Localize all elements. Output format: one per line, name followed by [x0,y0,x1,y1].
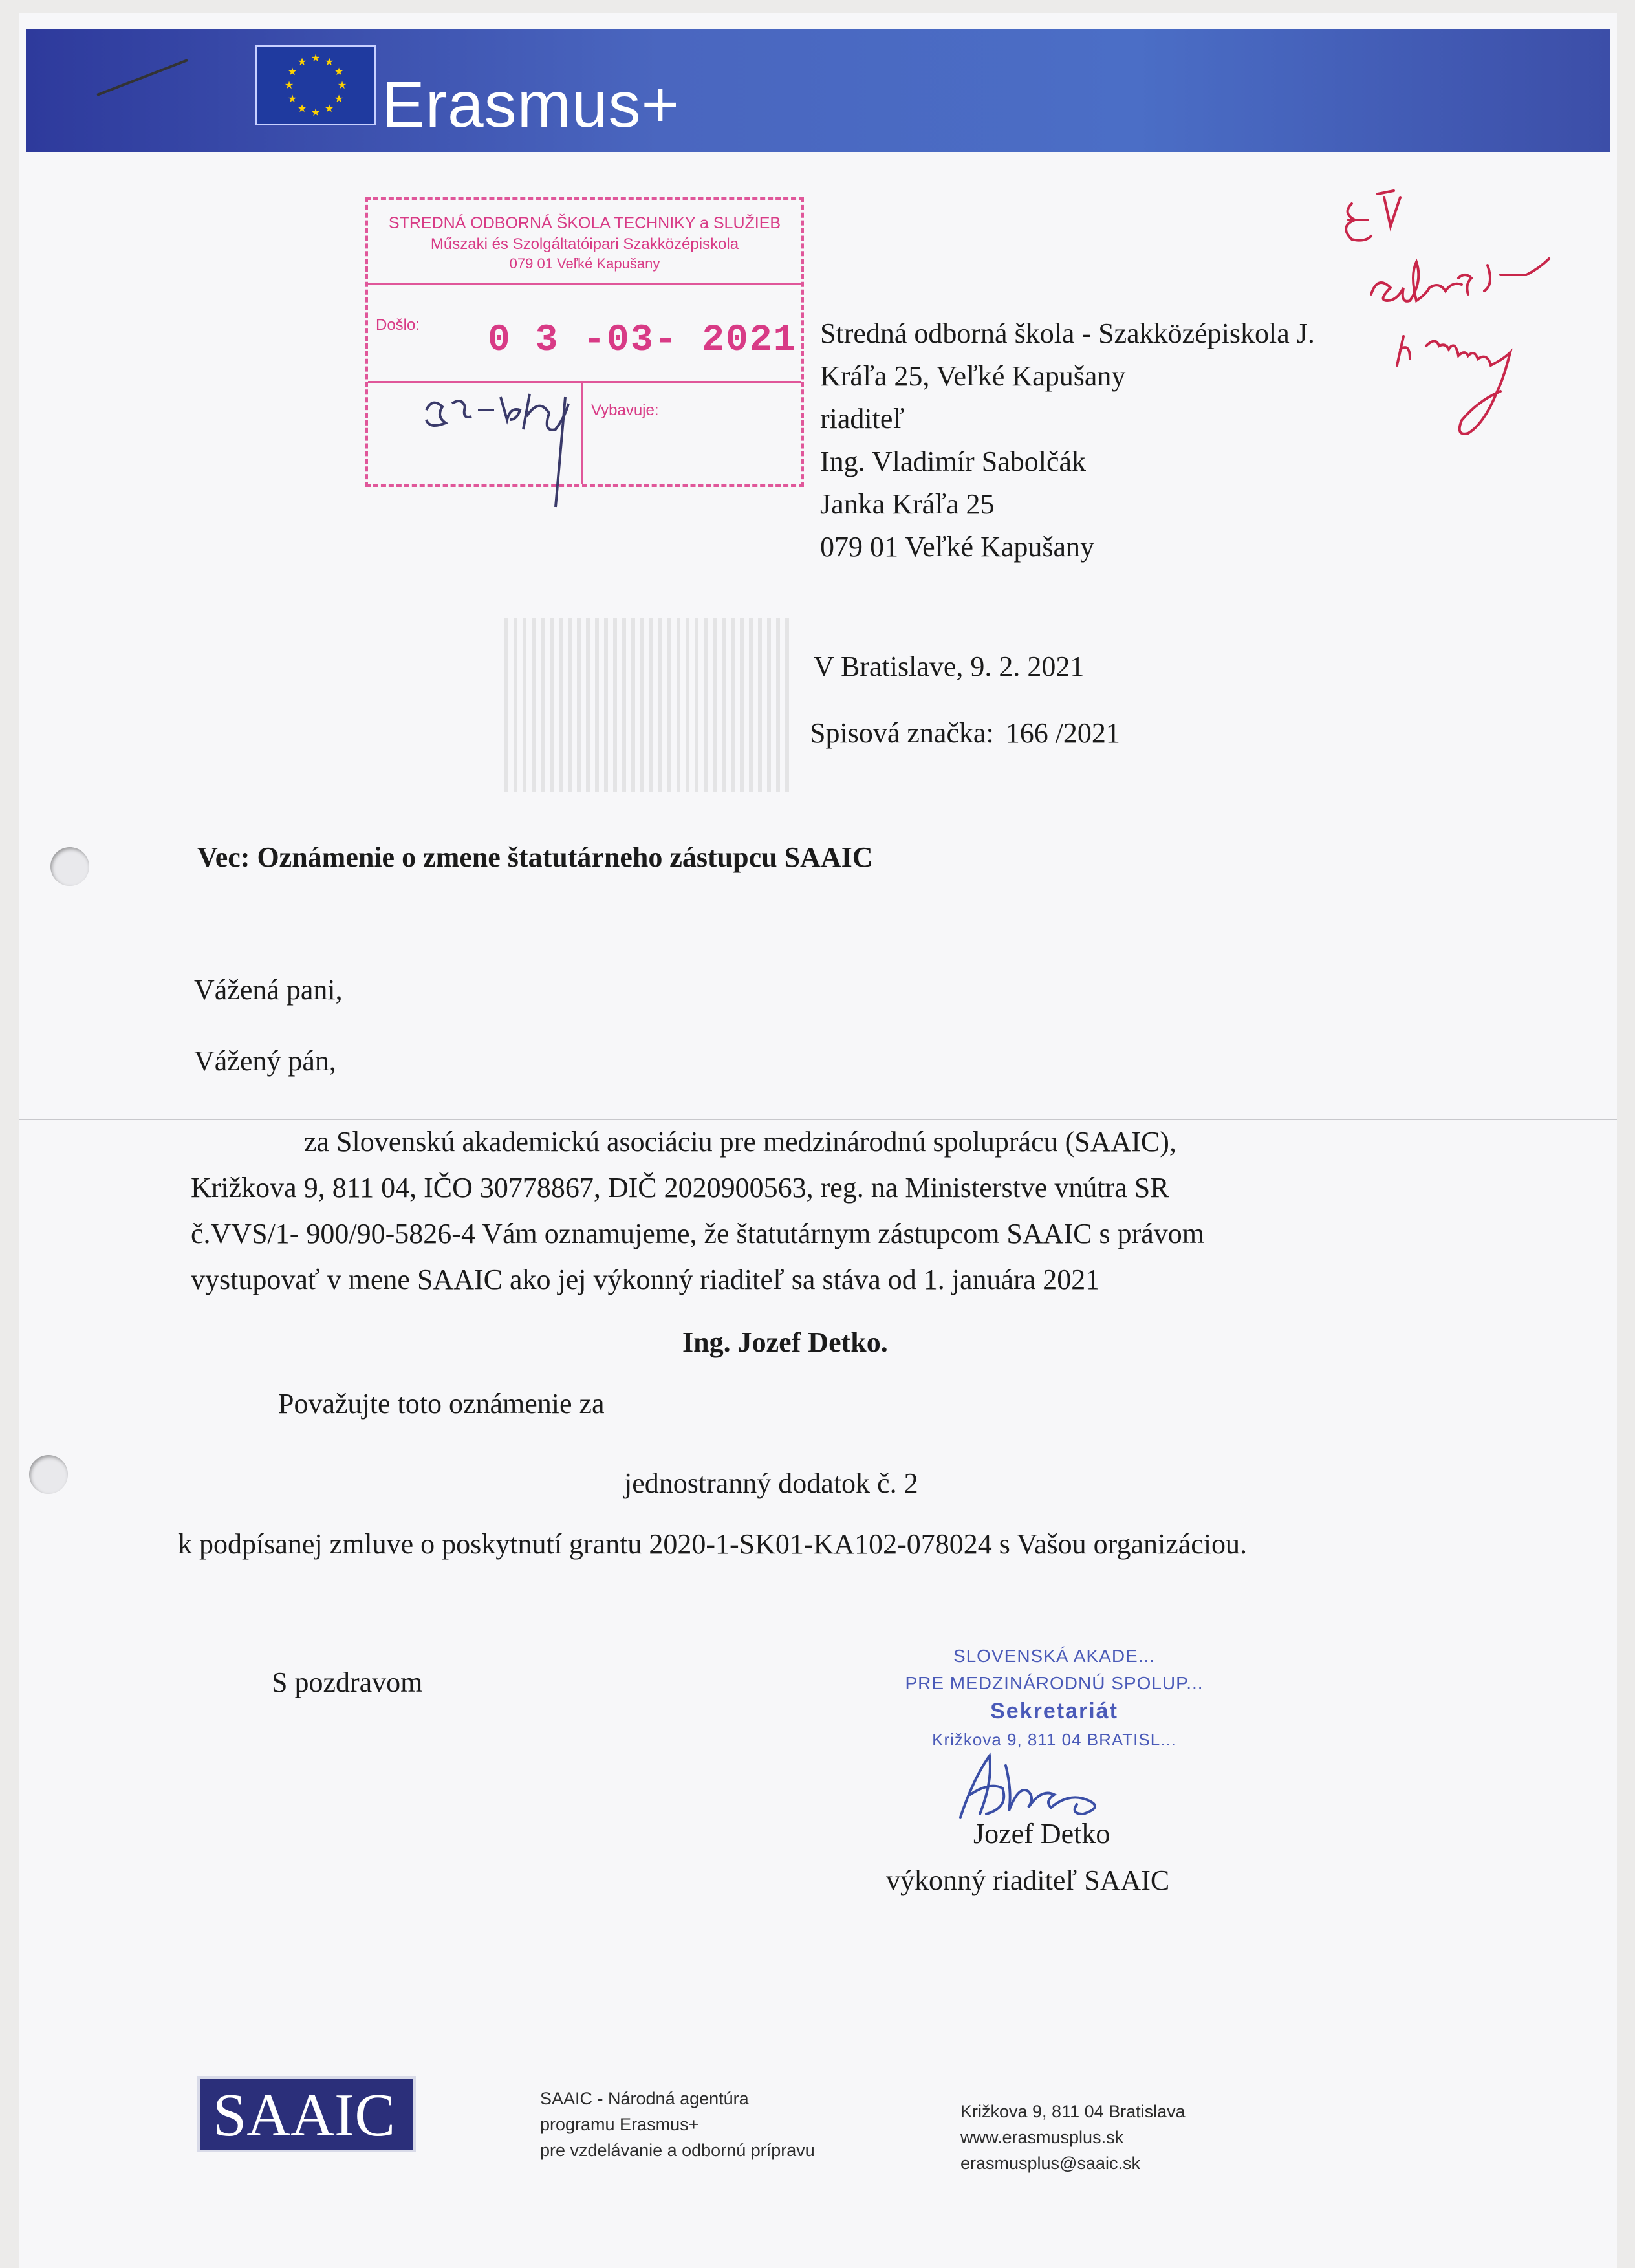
body-line: vystupovať v mene SAAIC ako jej výkonný riaditeľ sa stáva od 1. januára 2021 [191,1264,1100,1295]
stamp-line: Sekretariát [990,1699,1118,1723]
letter-subject: Vec: Oznámenie o zmene štatutárneho zástupcu SAAIC [197,841,873,873]
svg-text:★: ★ [287,94,298,105]
recipient-line: Ing. Vladimír Sabolčák [820,446,1086,477]
recipient-line: Janka Kráľa 25 [820,488,995,520]
closing-greeting: S pozdravom [272,1667,423,1698]
stamp-school-address: 079 01 Veľké Kapušany [509,255,660,272]
place-and-date: V Bratislave, 9. 2. 2021 [814,651,1085,682]
recipient-line: 079 01 Veľké Kapušany [820,531,1094,563]
svg-text:★: ★ [324,57,334,68]
footer-website-link[interactable]: www.erasmusplus.sk [960,2128,1124,2147]
handwritten-signature [935,1740,1142,1830]
show-through-barcode [504,618,789,792]
recipient-line: Kráľa 25, Veľké Kapušany [820,360,1126,392]
footer-line: pre vzdelávanie a odbornú prípravu [540,2141,815,2160]
recipient-line: Stredná odborná škola - Szakközépiskola J. [820,318,1315,349]
recipient-line: riaditeľ [820,403,905,435]
file-reference [810,717,1120,751]
footer-email-link[interactable]: erasmusplus@saaic.sk [960,2154,1141,2173]
footer-address: Križkova 9, 811 04 Bratislava [960,2102,1186,2121]
addendum-text: jednostranný dodatok č. 2 [624,1467,918,1499]
footer-line: SAAIC - Národná agentúra [540,2089,749,2108]
file-ref-label: Spisová značka: [810,717,994,749]
svg-text:★: ★ [310,53,321,64]
body-line: č.VVS/1- 900/90-5826-4 Vám oznamujeme, že štatutárnym zástupcom SAAIC s právom [191,1218,1204,1249]
school-registry-stamp [365,197,804,487]
signatory-title: výkonný riaditeľ SAAIC [886,1864,1170,1896]
new-director-name: Ing. Jozef Detko. [682,1326,888,1358]
svg-text:★: ★ [334,67,344,78]
body-line: za Slovenskú akademickú asociáciu pre medzinárodnú spoluprácu (SAAIC), [304,1126,1176,1158]
stamp-line: PRE MEDZINÁRODNÚ SPOLUP... [905,1673,1204,1693]
footer-line: programu Erasmus+ [540,2115,699,2134]
stamp-school-name: STREDNÁ ODBORNÁ ŠKOLA TECHNIKY a SLUŽIEB [388,214,781,232]
eu-flag-icon [255,45,376,125]
svg-text:★: ★ [334,94,344,105]
stamp-received-date: 0 3 -03- 2021 [488,319,797,362]
handwritten-note [1339,184,1635,456]
saaic-logo-text: SAAIC [213,2082,396,2149]
contract-reference: k podpísanej zmluve o poskytnutí grantu 2020-1-SK01-KA102-078024 s Vašou organizáciou. [178,1528,1248,1560]
body-line: Križkova 9, 811 04, IČO 30778867, DIČ 2020900563, reg. na Ministerstve vnútra SR [191,1172,1169,1204]
punch-hole [50,847,89,886]
erasmus-brand-text: Erasmus+ [382,69,680,141]
punch-hole [29,1455,68,1494]
stamp-received-label: Došlo: [376,316,420,334]
saaic-logo [197,2076,416,2152]
file-ref-value: 166 /2021 [1005,717,1120,749]
stamp-divider [368,381,801,383]
stamp-divider [368,283,801,285]
svg-text:★: ★ [287,67,298,78]
consider-text: Považujte toto oznámenie za [278,1388,605,1420]
handwritten-registry-number [413,391,594,507]
footer-contact-info [960,2099,1186,2176]
recipient-address [820,317,1315,573]
svg-text:★: ★ [337,80,347,91]
svg-text:★: ★ [324,103,334,114]
footer-agency-info [540,2086,815,2163]
signatory-name: Jozef Detko [973,1818,1110,1850]
svg-text:★: ★ [297,103,307,114]
svg-text:★: ★ [297,57,307,68]
stamp-line: SLOVENSKÁ AKADE... [953,1646,1156,1666]
svg-text:★: ★ [310,107,321,118]
pen-stroke-mark [94,55,191,100]
letter-body [191,1119,1323,1302]
stamp-school-name-hu: Műszaki és Szolgáltatóipari Szakközépiskola [430,235,739,253]
saaic-secretariat-stamp [873,1639,1235,1756]
salutation-female: Vážená pani, [194,974,343,1006]
salutation-male: Vážený pán, [194,1045,336,1077]
stamp-line: Križkova 9, 811 04 BRATISL... [932,1730,1176,1749]
svg-text:★: ★ [284,80,294,91]
stamp-handled-label: Vybavuje: [591,402,659,419]
